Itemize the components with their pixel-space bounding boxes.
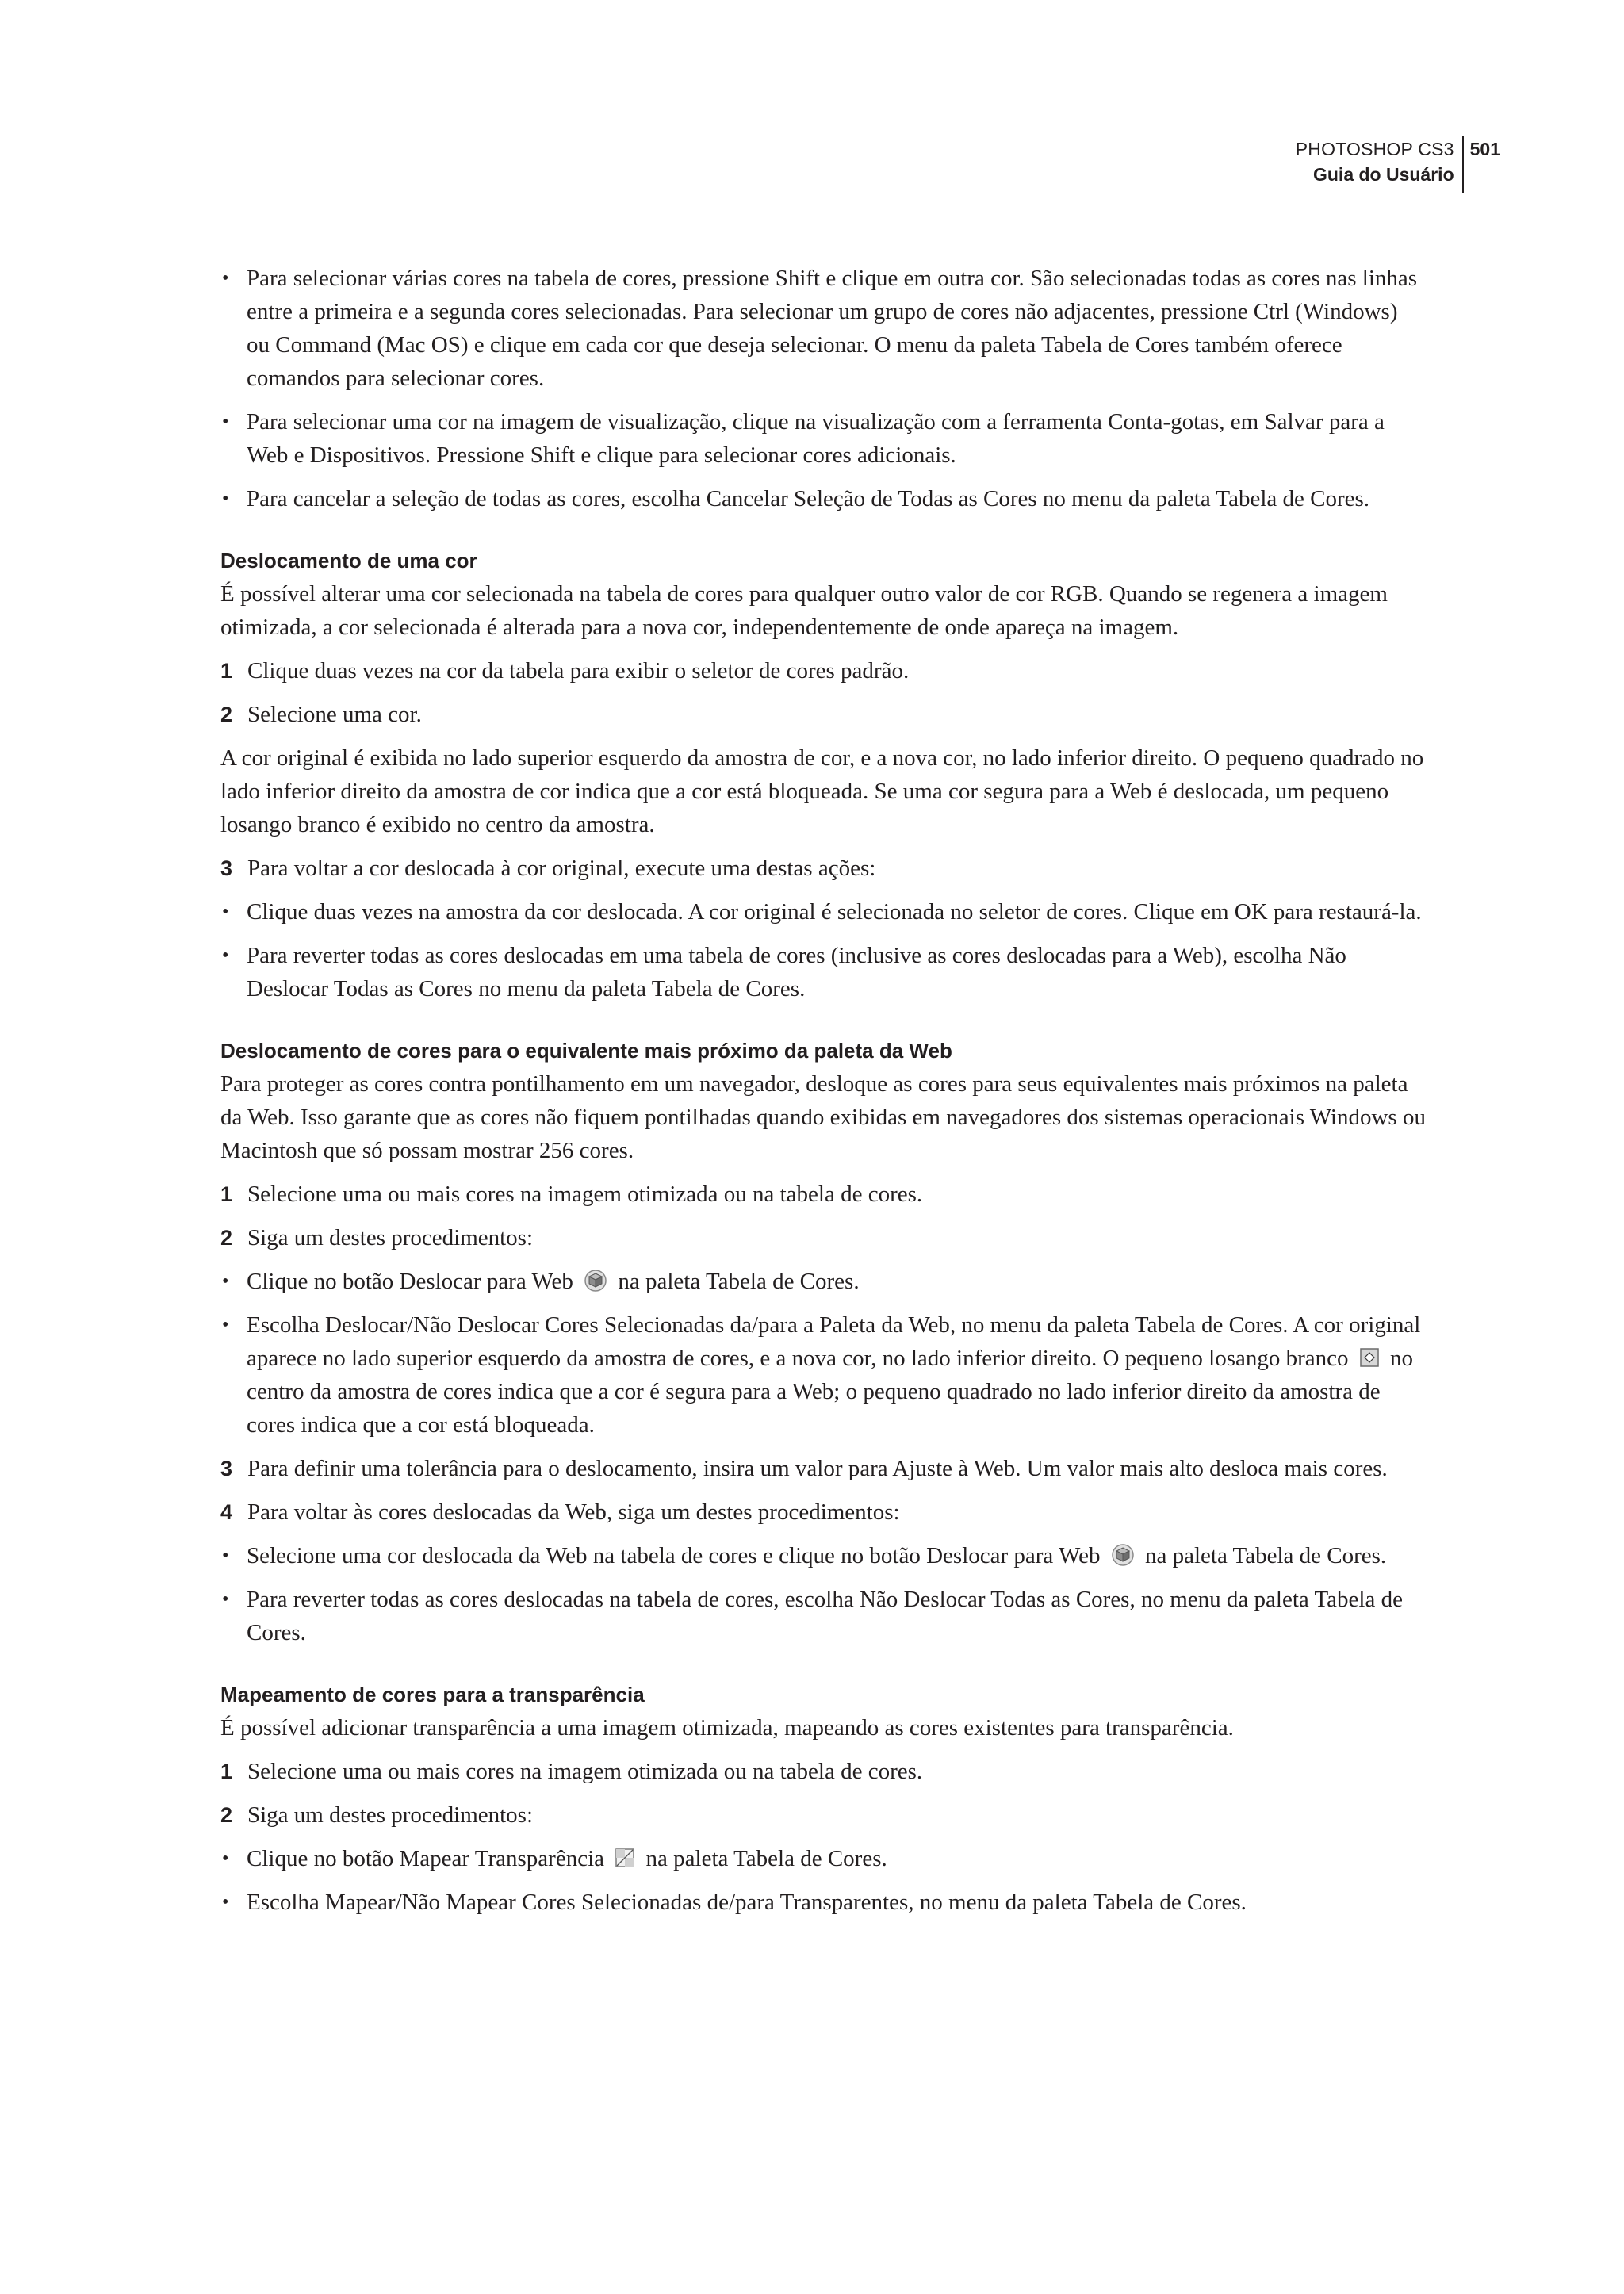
step-text: Selecione uma ou mais cores na imagem otimizada ou na tabela de cores.: [247, 1759, 923, 1784]
section-paragraph: É possível adicionar transparência a uma imagem otimizada, mapeando as cores existentes para transparência.: [220, 1715, 1234, 1741]
step: [220, 852, 1426, 885]
list-item-text: Clique no botão Mapear Transparência: [247, 1846, 605, 1871]
intro-bullet: • Para selecionar uma cor na imagem de visualização, clique na visualização com a ferramenta Conta-gotas, em Salvar para a Web e Dispositivos. Pressione Shift e clique para selecionar cores adicionais.: [220, 405, 1426, 472]
list-item: • Escolha Mapear/Não Mapear Cores Selecionadas de/para Transparentes, no menu da paleta Tabela de Cores.: [220, 1886, 1426, 1919]
intro-bullet: • Para cancelar a seleção de todas as cores, escolha Cancelar Seleção de Todas as Cores no menu da paleta Tabela de Cores.: [220, 482, 1426, 515]
step-text: Siga um destes procedimentos:: [247, 1225, 534, 1250]
section-paragraph: Para proteger as cores contra pontilhamento em um navegador, desloque as cores para seus equivalentes mais próximos na paleta da Web. Isso garante que as cores não fiquem pontilhadas quando exibidas em navegadores dos sistemas operacionais Windows ou Macintosh que só possam mostrar 256 cores.: [220, 1071, 1426, 1163]
header-guide: Guia do Usuário: [1312, 164, 1454, 185]
header-product: PHOTOSHOP CS3: [1295, 139, 1454, 159]
step-text: Selecione uma cor.: [247, 702, 422, 727]
web-shift-cube-icon: [584, 1269, 607, 1293]
section-heading: Deslocamento de cores para o equivalente mais próximo da paleta da Web: [220, 1039, 952, 1063]
section-paragraph: É possível alterar uma cor selecionada na tabela de cores para qualquer outro valor de cor RGB. Quando se regenera a imagem otimizada, a cor selecionada é alterada para a nova cor, independentemente de onde apareça na imagem.: [220, 581, 1388, 640]
list-item-text: na paleta Tabela de Cores.: [1144, 1543, 1387, 1568]
list-item: [220, 1539, 1426, 1572]
page-content: [220, 262, 1426, 1929]
step: [220, 1798, 1426, 1832]
step-number: 3: [220, 1457, 233, 1480]
step-text: Para voltar a cor deslocada à cor original, execute uma destas ações:: [247, 856, 876, 881]
web-safe-diamond-icon: [1359, 1347, 1380, 1368]
list-item-text: Clique no botão Deslocar para Web: [247, 1269, 573, 1294]
step-number: 1: [220, 1182, 233, 1206]
step-number: 2: [220, 1226, 233, 1250]
step-text: Para definir uma tolerância para o deslocamento, insira um valor para Ajuste à Web. Um valor mais alto desloca mais cores.: [247, 1456, 1388, 1481]
list-item: • Para reverter todas as cores deslocadas em uma tabela de cores (inclusive as cores deslocadas para a Web), escolha Não Deslocar Todas as Cores no menu da paleta Tabela de Cores.: [220, 939, 1426, 1005]
step-text: Selecione uma ou mais cores na imagem otimizada ou na tabela de cores.: [247, 1181, 923, 1207]
step-number: 2: [220, 1803, 233, 1827]
step: [220, 654, 1426, 687]
page-number: 501: [1469, 139, 1500, 159]
step: [220, 1755, 1426, 1788]
step: [220, 1221, 1426, 1254]
list-item: [220, 1265, 1426, 1298]
step-number: 1: [220, 659, 233, 683]
step-number: 1: [220, 1760, 233, 1783]
step-text: Para voltar às cores deslocadas da Web, siga um destes procedimentos:: [247, 1499, 900, 1525]
header-titles: [1296, 136, 1464, 193]
section-heading: Mapeamento de cores para a transparência: [220, 1683, 645, 1706]
step-text: Siga um destes procedimentos:: [247, 1802, 534, 1828]
list-item: • Clique duas vezes na amostra da cor deslocada. A cor original é selecionada no seletor de cores. Clique em OK para restaurá-la.: [220, 895, 1426, 929]
list-item-text: Selecione uma cor deslocada da Web na tabela de cores e clique no botão Deslocar para Web: [247, 1543, 1101, 1568]
section-heading: Deslocamento de uma cor: [220, 549, 477, 573]
list-item: [220, 1842, 1426, 1875]
list-item: [220, 1308, 1426, 1442]
step-number: 3: [220, 856, 233, 880]
step: [220, 1496, 1426, 1529]
step: [220, 1452, 1426, 1485]
list-item: • Para reverter todas as cores deslocadas na tabela de cores, escolha Não Deslocar Todas as Cores, no menu da paleta Tabela de Cores.: [220, 1583, 1426, 1649]
step: [220, 698, 1426, 731]
step-number: 4: [220, 1500, 233, 1524]
map-transparency-icon: [615, 1848, 635, 1868]
list-item-text: no centro da amostra de cores indica que a cor é segura para a Web; o pequeno quadrado no lado inferior direito da amostra de cores indica que a cor está bloqueada.: [247, 1346, 1414, 1438]
step-number: 2: [220, 703, 233, 726]
list-item-text: Escolha Deslocar/Não Deslocar Cores Selecionadas da/para a Paleta da Web, no menu da paleta Tabela de Cores. A cor original aparece no lado superior esquerdo da amostra de cores, e a nova cor, no lado inferior direito. O pequeno losango branco: [247, 1312, 1421, 1371]
step-text: Clique duas vezes na cor da tabela para exibir o seletor de cores padrão.: [247, 658, 910, 684]
page-header: [1296, 136, 1500, 193]
intro-bullet: • Para selecionar várias cores na tabela de cores, pressione Shift e clique em outra cor. São selecionadas todas as cores nas linhas entre a primeira e a segunda cores selecionadas. Para selecionar um grupo de cores não adjacentes, pressione Ctrl (Windows) ou Command (Mac OS) e clique em cada cor que deseja selecionar. O menu da paleta Tabela de Cores também oferece comandos para selecionar cores.: [220, 262, 1426, 395]
list-item-text: na paleta Tabela de Cores.: [618, 1269, 860, 1294]
list-item-text: na paleta Tabela de Cores.: [645, 1846, 887, 1871]
step: [220, 1178, 1426, 1211]
web-shift-cube-icon: [1111, 1543, 1135, 1567]
section-paragraph: A cor original é exibida no lado superior esquerdo da amostra de cor, e a nova cor, no lado inferior direito. O pequeno quadrado no lado inferior direito da amostra de cor indica que a cor está bloqueada. Se uma cor segura para a Web é deslocada, um pequeno losango branco é exibido no centro da amostra.: [220, 745, 1424, 837]
